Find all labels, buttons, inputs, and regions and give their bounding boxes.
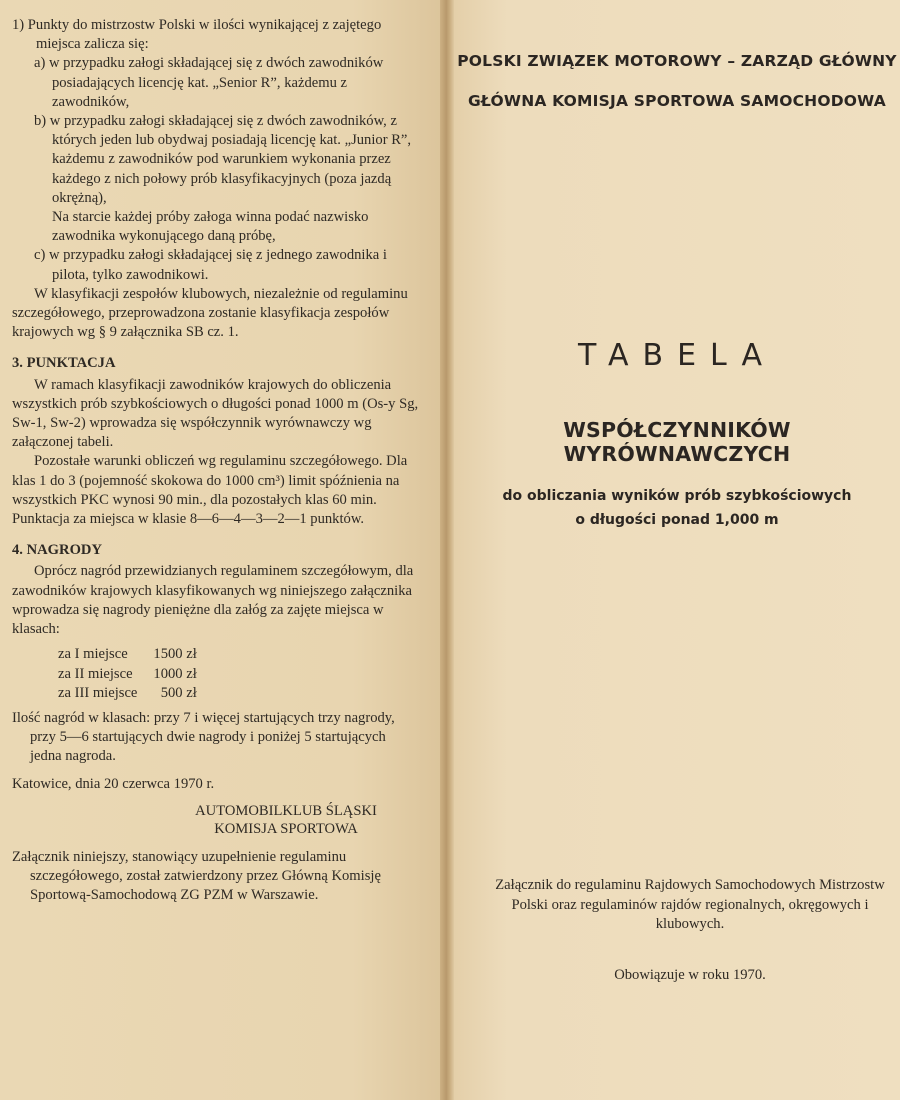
intro-item-b: b) w przypadku załogi składającej się z dwóch zawodników, z których jeden lub obydwaj posiadają licencję kat. „Junior R”, każdemu z zawodników pod warunkiem wykonania przez każdego z nich połowy prób klasyfikacyjnych (poza jazdą okrężną), bbox=[34, 113, 412, 206]
document-subtitle: WSPÓŁCZYNNIKÓW WYRÓWNAWCZYCH bbox=[563, 418, 791, 466]
prize-row bbox=[58, 665, 197, 684]
signature-line-1: AUTOMOBILKLUB ŚLĄSKI bbox=[195, 802, 377, 819]
approval-text: Załącznik niniejszy, stanowiący uzupełnienie regulaminu szczegółowego, został zatwierdzony przez Główną Komisję Sportową-Samochodową ZG PZM w Warszawie. bbox=[12, 848, 381, 904]
prize-amount: 1500 zł bbox=[153, 646, 197, 663]
document-description bbox=[454, 484, 900, 532]
prize-place: za II miejsce bbox=[58, 665, 133, 682]
section-3-paragraph-1: W ramach klasyfikacji zawodników krajowych do obliczenia wszystkich prób szybkościowych o długości ponad 1000 m (Os-y Sg, Sw-1, Sw-2) wprowadza się współczynnik wyrównawczy wg załączonej tabeli. bbox=[12, 376, 419, 451]
section-4-paragraph-1: Oprócz nagród przewidzianych regulaminem szczegółowym, dla zawodników krajowych klasyfikowanych wg niniejszego załącznika wprowadza się nagrody pieniężne dla załóg za zajęte miejsca w klasach: bbox=[12, 563, 414, 638]
org-line-2: GŁÓWNA KOMISJA SPORTOWA SAMOCHODOWA bbox=[468, 92, 886, 110]
book-spine bbox=[440, 0, 454, 1100]
prize-amount: 500 zł bbox=[160, 684, 197, 701]
validity-note: Obowiązuje w roku 1970. bbox=[614, 967, 766, 983]
prize-table bbox=[58, 645, 197, 703]
prize-place: za I miejsce bbox=[58, 646, 128, 663]
section-3-paragraph-2: Pozostałe warunki obliczeń wg regulaminu szczegółowego. Dla klas 1 do 3 (pojemność skokowa do 1000 cm³) limit spóźnienia na wszystkich PKC wynosi 90 min., dla pozostałych klas 60 min. bbox=[12, 453, 408, 508]
prize-row bbox=[58, 684, 197, 703]
section-3-heading: 3. PUNKTACJA bbox=[12, 355, 116, 372]
description-line-1: do obliczania wyników prób szybkościowych bbox=[502, 488, 852, 504]
document-title: TABELA bbox=[578, 338, 776, 373]
description-line-2: o długości ponad 1,000 m bbox=[575, 512, 779, 528]
club-classification-text: W klasyfikacji zespołów klubowych, niezależnie od regulaminu szczegółowego, przeprowadzona zostanie klasyfikacja zespołów krajowych wg § 9 załącznika SB cz. 1. bbox=[12, 285, 408, 341]
place-date: Katowice, dnia 20 czerwca 1970 r. bbox=[12, 775, 215, 792]
prize-place: za III miejsce bbox=[58, 684, 138, 701]
prize-row bbox=[58, 645, 197, 664]
intro-item-c: c) w przypadku załogi składającej się z jednego zawodnika i pilota, tylko zawodnikowi. bbox=[34, 247, 387, 283]
left-page bbox=[0, 0, 440, 1100]
intro-item-b-note: Na starcie każdej próby załoga winna podać nazwisko zawodnika wykonującego daną próbę, bbox=[52, 209, 369, 245]
intro-item: 1) Punkty do mistrzostw Polski w ilości wynikającej z zajętego miejsca zalicza się: bbox=[12, 17, 382, 53]
prize-amount: 1000 zł bbox=[153, 665, 197, 682]
section-4-heading: 4. NAGRODY bbox=[12, 542, 102, 559]
right-page-cover bbox=[454, 0, 900, 1100]
intro-item-a: a) w przypadku załogi składającej się z dwóch zawodników posiadających licencję kat. „Senior R”, każdemu z zawodników, bbox=[34, 55, 384, 110]
section-3-paragraph-3: Punktacja za miejsca w klasie 8—6—4—3—2—1 punktów. bbox=[12, 511, 365, 528]
signature-line-2: KOMISJA SPORTOWA bbox=[214, 820, 358, 837]
section-4-paragraph-2: Ilość nagród w klasach: przy 7 i więcej startujących trzy nagrody, przy 5—6 startujących dwie nagrody i poniżej 5 startujących jedna nagroda. bbox=[12, 709, 395, 765]
signature-block bbox=[152, 802, 420, 838]
annex-note: Załącznik do regulaminu Rajdowych Samochodowych Mistrzostw Polski oraz regulaminów rajdów regionalnych, okręgowych i klubowych. bbox=[495, 877, 885, 932]
org-line-1: POLSKI ZWIĄZEK MOTOROWY – ZARZĄD GŁÓWNY bbox=[457, 52, 897, 70]
